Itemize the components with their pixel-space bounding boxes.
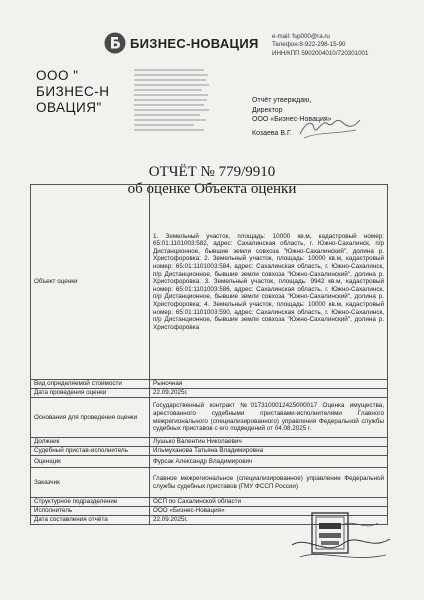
table-row: [31, 380, 388, 389]
report-title: ОТЧЁТ № 779/9910: [148, 164, 276, 180]
inn-kpp-line: ИНН/КПП 5902004010/720301001: [272, 49, 369, 57]
row-value: ООО «Бизнес-Новация»: [150, 507, 388, 516]
table-row: [31, 389, 388, 398]
row-label: Судебный пристав-исполнитель: [31, 447, 150, 456]
row-label: Дата проведения оценки: [31, 389, 150, 398]
logo-b-icon: [104, 32, 126, 54]
row-value: Ильмуханова Татьяна Владимировна: [150, 447, 388, 456]
contact-block: [272, 33, 422, 58]
signature-icon: [296, 112, 364, 142]
row-value: Рыночная: [150, 380, 388, 389]
email-line: e-mail: fsp000@ra.ru: [272, 33, 330, 40]
table-row: [31, 447, 388, 456]
company-name: [36, 68, 132, 116]
approval-line-1: Отчёт утверждаю,: [252, 97, 312, 104]
report-info-table: [30, 184, 388, 525]
row-value: Главное межрегиональное (специализированное) управление Федеральной службы судебных приставов (ГМУ ФССП России): [150, 468, 388, 498]
company-fine-print: [134, 69, 210, 135]
row-value: Фурсак Александр Владимирович: [150, 456, 388, 468]
row-label: Объект оценки: [31, 185, 150, 380]
approval-line-3: ООО «Бизнес-Новация»: [252, 116, 332, 123]
row-label: Заказчик: [31, 468, 150, 498]
row-value: Лушько Валентин Николаевич: [150, 438, 388, 447]
row-label: Структурное подразделение: [31, 498, 150, 507]
table-row: [31, 468, 388, 498]
table-row: [31, 185, 388, 380]
approval-line-2: Директор: [252, 106, 283, 114]
row-label: Дата составления отчёта: [31, 516, 150, 525]
company-name-line-3: ОВАЦИЯ": [36, 100, 102, 115]
row-value: 22.09.2025г.: [150, 516, 388, 525]
row-value: 22.09.2025г.: [150, 389, 388, 398]
company-logo: [104, 30, 259, 56]
row-value: Государственный контракт №0173100012425000017 Оценка имущества, арестованного судебными приставами-исполнителями Главного межрегионального (специализированного) управления Федеральной службы судебных приставов с его подведений от 04.08.2025 г.: [150, 398, 388, 438]
signer-name: Козаева В.Г.: [252, 130, 292, 137]
row-label: Оценщик: [31, 456, 150, 468]
table-row: [31, 398, 388, 438]
row-label: Исполнитель: [31, 507, 150, 516]
row-label: Основания для проведения оценки: [31, 398, 150, 438]
row-label: Должник: [31, 438, 150, 447]
logo-text: БИЗНЕС-НОВАЦИЯ: [130, 35, 259, 51]
row-value: ОСП по Сахалинской области: [150, 498, 388, 507]
table-row: [31, 438, 388, 447]
company-name-line-2: БИЗНЕС-Н: [36, 84, 110, 99]
table-row: [31, 456, 388, 468]
row-value: 1. Земельный участок, площадь: 10000 кв.м, кадастровый номер: 65:01:1101003:582, адрес: Сахалинская область, г. Южно-Сахалинск, п/р Дистанционное, бывшие земли совхоза "Южно-Сахалинский", долина р. Христофоровка; 2. Земельный участок, площадь: 10000 кв.м, кадастровый номер: 65:01:1101003:584, адрес: Сахалинская область, г. Южно-Сахалинск, п/р Дистанционное, бывшие земли совхоза "Южно-Сахалинский", долина р. Христофоровка; 3. Земельный участок, площадь: 9942 кв.м, кадастровый номер: 65:01:1101003:586, адрес: Сахалинская область, г. Южно-Сахалинск, п/р Дистанционное, бывшие земли совхоза "Южно-Сахалинский", долина р. Христофоровка; 4. Земельный участок, площадь: 10000 кв.м, кадастровый номер: 65:01:1101003:590, адрес: Сахалинская область, г. Южно-Сахалинск, п/р Дистанционное, бывшие земли совхоза "Южно-Сахалинский", долина р. Христофоровка: [150, 185, 388, 380]
report-subtitle: об оценке Объекта оценки: [127, 181, 297, 197]
phone-line: Телефон:8-922-298-15-90: [272, 41, 346, 49]
company-name-line-1: ООО ": [36, 68, 79, 83]
stamp-seal-icon: [282, 505, 394, 575]
row-label: Вид определяемой стоимости: [31, 380, 150, 389]
